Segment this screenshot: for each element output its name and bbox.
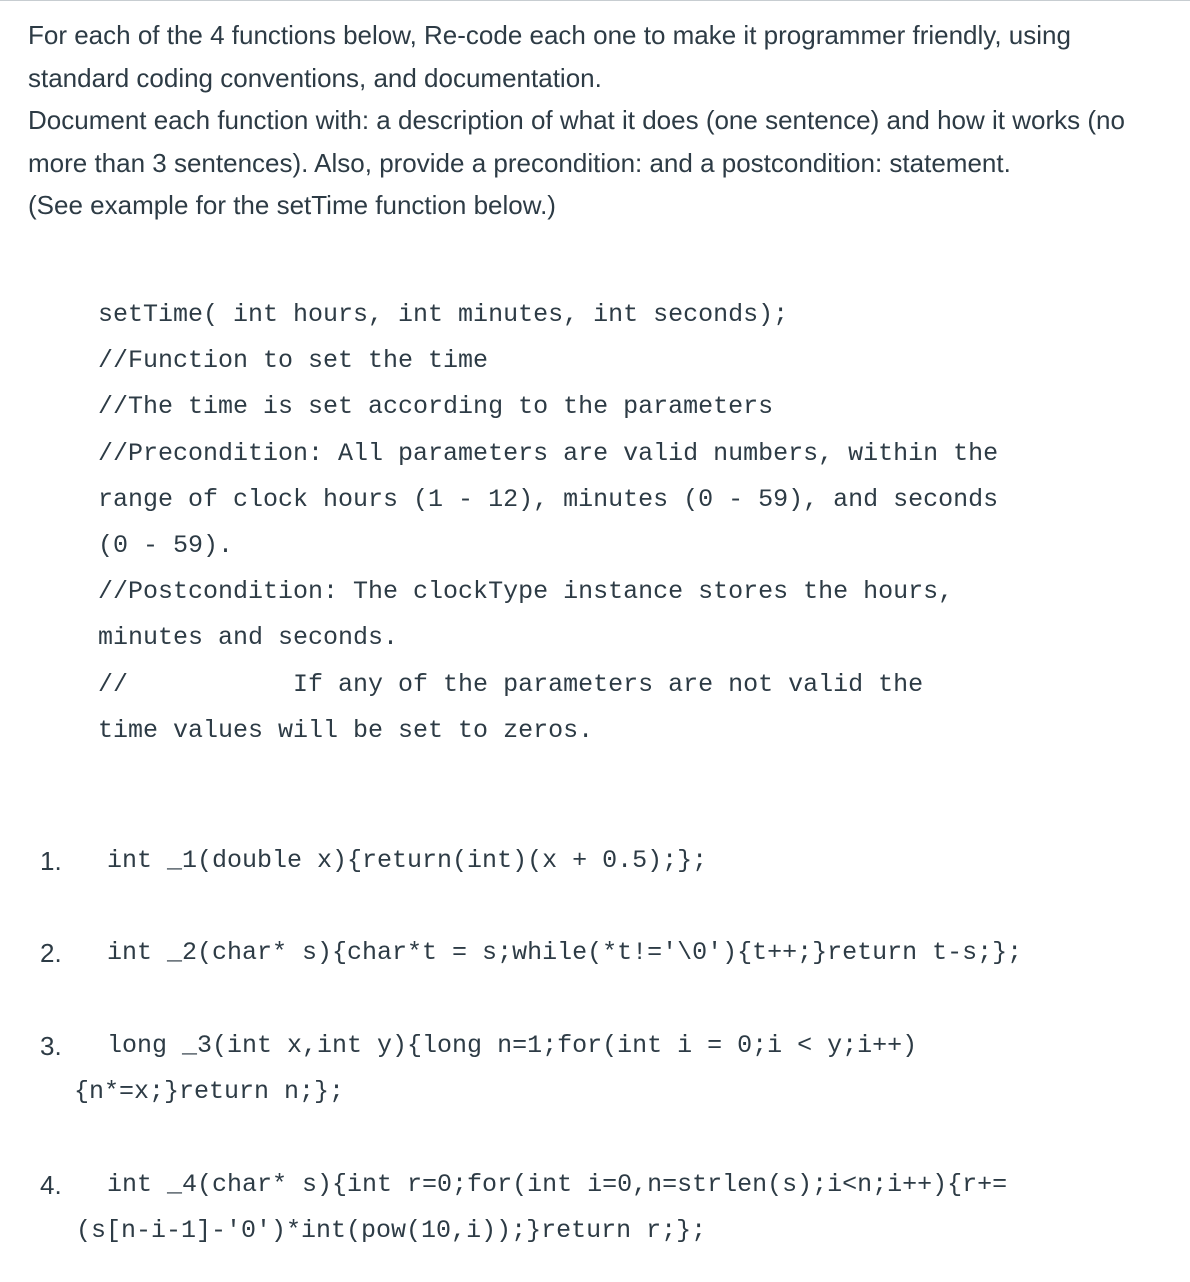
example-line: //The time is set according to the parameters [98,392,774,422]
instructions-paragraph-1: For each of the 4 functions below, Re-code each one to make it programmer friendly, using standard coding conventions, and documentation. [28,20,1071,93]
function-code-line-1: int _1(double x){return(int)(x + 0.5);}; [107,846,708,875]
example-line: minutes and seconds. [98,623,399,653]
function-number: 4. [40,1170,62,1200]
example-line: time values will be set to zeros. [98,715,594,745]
function-number: 3. [40,1031,62,1061]
function-code-line-1: long _3(int x,int y){long n=1;for(int i = 0;i < y;i++) [107,1031,918,1060]
instructions-paragraph-3: (See example for the setTime function below.) [28,190,556,221]
function-code-line-1: int _2(char* s){char*t = s;while(*t!='\0'){t++;}return t-s;}; [107,938,1023,967]
example-line: //Precondition: All parameters are valid numbers, within the [98,438,999,468]
example-line: range of clock hours (1 - 12), minutes (0 - 59), and seconds [98,484,999,514]
top-divider [0,0,1190,1]
function-number: 2. [40,938,62,968]
example-line: // If any of the parameters are not valid the [98,669,924,699]
example-line: //Function to set the time [98,346,489,376]
function-code-line-2: {n*=x;}return n;}; [74,1077,345,1106]
function-code-line-1: int _4(char* s){int r=0;for(int i=0,n=strlen(s);i<n;i++){r+= [107,1170,1008,1199]
example-line: //Postcondition: The clockType instance stores the hours, [98,577,954,607]
example-line: (0 - 59). [98,531,234,561]
function-code-line-2: (s[n-i-1]-'0')*int(pow(10,i));}return r;}; [76,1216,707,1245]
instructions-paragraph-2: Document each function with: a description of what it does (one sentence) and how it works (no more than 3 sentences). Also, provide a precondition: and a postcondition: statement. [28,105,1125,178]
instructions-block [28,14,1168,227]
settime-example-code [98,292,1158,754]
example-line: setTime( int hours, int minutes, int seconds); [98,300,789,329]
function-number: 1. [40,846,62,876]
